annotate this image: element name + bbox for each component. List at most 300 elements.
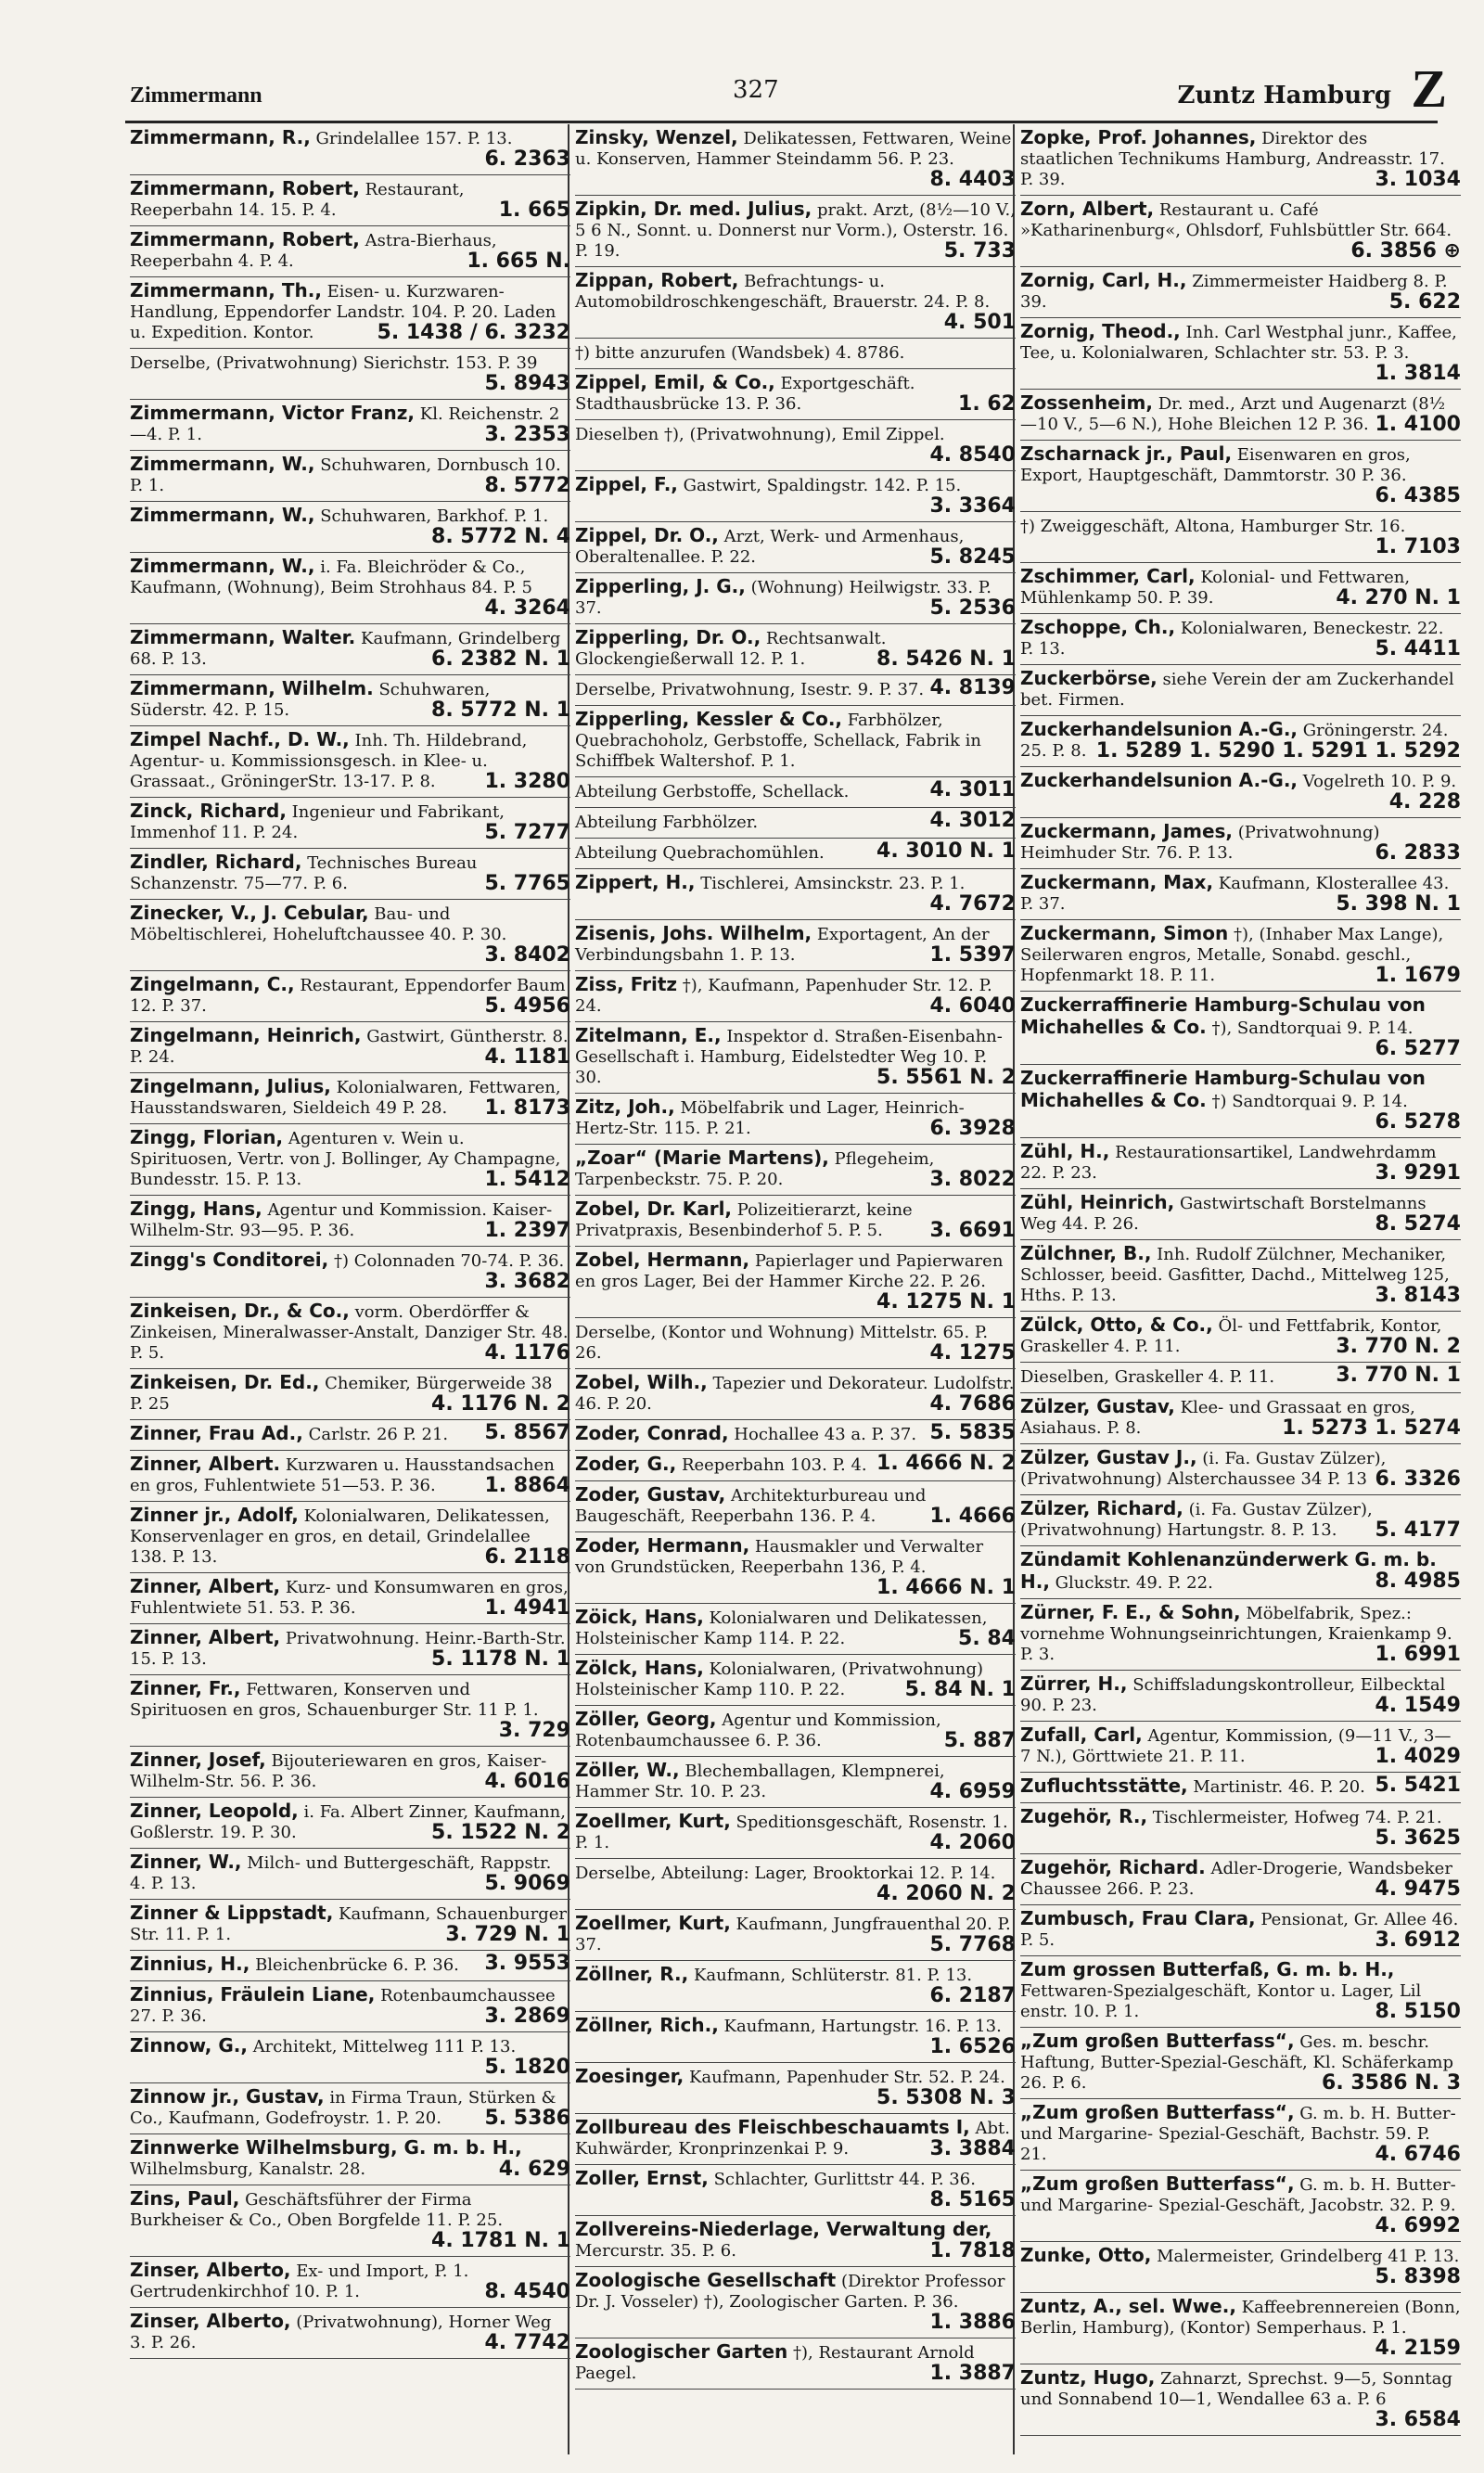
phone-number: 1. 62 [958, 392, 1016, 416]
entry-name: Zumbusch, Frau Clara, [1020, 1907, 1256, 1929]
entry-details: Chemiker, Bürgerweide 38 P. 25 [130, 1374, 553, 1414]
directory-entry [130, 1124, 570, 1196]
phone-number: 8. 5772 [484, 474, 570, 497]
entry-details: Öl- und Fettfabrik, Kontor, Graskeller 4. P. 11. [1020, 1316, 1442, 1356]
entry-name: Zuckerhandelsunion A.-G., [1020, 769, 1298, 791]
directory-entry [1020, 920, 1461, 992]
entry-name: „Zum großen Butterfass“, [1020, 2030, 1295, 2052]
entry-details: Carlstr. 26 P. 21. [308, 1425, 449, 1444]
directory-entry [130, 624, 570, 675]
entry-name: Zinner, Albert. [130, 1453, 281, 1475]
entry-details: Inh. Carl Westphal junr., Kaffee, Tee, u. Kolonialwaren, Schlachter str. 53. P. 3. [1020, 323, 1457, 363]
entry-details: (Privatwohnung), Horner Weg 3. P. 26. [130, 2313, 552, 2352]
directory-entry [575, 2114, 1016, 2165]
phone-number: 5. 5308 N. 3 [876, 2086, 1016, 2109]
phone-number: 8. 5426 N. 1 [876, 647, 1016, 671]
entry-details: Kaufmann, Grindelberg 68. P. 13. [130, 629, 561, 669]
phone-number: 4. 7742 [484, 2331, 570, 2354]
entry-name: Zitelmann, E., [575, 1024, 722, 1046]
entry-details: Schuhwaren, Süderstr. 42. P. 15. [130, 680, 491, 720]
phone-number: 6. 2833 [1375, 841, 1461, 865]
entry-details: (i. Fa. Gustav Zülzer), (Privatwohnung) Hartungstr. 8. P. 13. [1020, 1500, 1373, 1540]
phone-number: 6. 2118 [484, 1545, 570, 1569]
directory-entry [575, 369, 1016, 420]
entry-details: prakt. Arzt, (8½—10 V., 5 6 N., Sonnt. u. Donnerst nur Vorm.), Osterstr. 16. P. 19. [575, 200, 1017, 261]
entry-details: Kurz- und Konsumwaren en gros, Fuhlentwiete 51. 53. P. 36. [130, 1578, 569, 1618]
phone-number: 5. 2536 [929, 596, 1016, 620]
phone-number: 3. 3364 [929, 494, 1016, 518]
entry-name: Zippel, F., [575, 473, 678, 495]
entry-name: Zinsky, Wenzel, [575, 126, 738, 148]
directory-entry [130, 1798, 570, 1849]
directory-entry [575, 339, 1016, 369]
directory-entry [1020, 1495, 1461, 1546]
phone-number: 1. 5397 [929, 943, 1016, 967]
entry-details: Schiffsladungskontrolleur, Eilbecktal 90. P. 23. [1020, 1675, 1446, 1715]
entry-name: Zimmermann, W., [130, 555, 315, 577]
entry-name: Zoologischer Garten [575, 2340, 788, 2363]
phone-number: 4. 1275 [929, 1341, 1016, 1365]
directory-entry [575, 706, 1016, 777]
directory-entry [1020, 2099, 1461, 2171]
entry-details: Hochallee 43 a. P. 37. [734, 1425, 917, 1444]
entry-details: Derselbe, Privatwohnung, Isestr. 9. P. 37. [575, 680, 925, 699]
phone-number: 8. 5150 [1375, 2000, 1461, 2023]
entry-name: Zorn, Albert, [1020, 198, 1155, 220]
entry-details: Inh. Th. Hildebrand, Agentur- u. Kommissionsgesch. in Klee- u. Grassaat., GröningerStr. 13-17. P. 8. [130, 731, 528, 791]
phone-number: 1. 4666 [929, 1505, 1016, 1528]
entry-name: Zunke, Otto, [1020, 2244, 1152, 2266]
directory-entry [1020, 1312, 1461, 1363]
phone-number: 5. 3625 [1375, 1826, 1461, 1850]
entry-name: Zinner, Fr., [130, 1677, 241, 1699]
entry-name: Zinner, Frau Ad., [130, 1422, 303, 1444]
directory-entry [130, 1502, 570, 1573]
entry-name: Zoologische Gesellschaft [575, 2269, 837, 2291]
entry-details: Grindelallee 157. P. 13. [315, 129, 513, 148]
phone-number: 6. 2363 [484, 147, 570, 171]
entry-details: Wilhelmsburg, Kanalstr. 28. [130, 2159, 366, 2179]
entry-name: Zugehör, R., [1020, 1805, 1148, 1827]
directory-entry [575, 2012, 1016, 2063]
phone-number: 1. 665 N. [467, 250, 570, 273]
phone-number: 5. 8567 [484, 1421, 570, 1444]
entry-details: Kolonialwaren, Delikatessen, Konservenlager en gros, en detail, Grindelallee 138. P. 13. [130, 1506, 550, 1567]
phone-number: 4. 629 [498, 2158, 570, 2181]
entry-details: Abteilung Quebrachomühlen. [575, 843, 825, 863]
directory-entry [130, 849, 570, 900]
entry-details: Ex- und Import, P. 1. Gertrudenkirchhof 10. P. 1. [130, 2262, 469, 2301]
directory-entry [130, 1420, 570, 1451]
entry-name: Zingelmann, Julius, [130, 1075, 331, 1097]
section-letter: Z [1411, 58, 1447, 119]
entry-details: Gastwirt, Spaldingstr. 142. P. 15. [683, 476, 962, 495]
directory-entry [575, 124, 1016, 196]
entry-name: Zschoppe, Ch., [1020, 616, 1176, 638]
directory-entry [1020, 512, 1461, 563]
directory-entry [130, 2257, 570, 2308]
entry-details: Blechemballagen, Klempnerei, Hammer Str. 10. P. 23. [575, 1762, 945, 1801]
entry-details: Martinistr. 46. P. 20. [1193, 1777, 1365, 1797]
directory-entry [130, 1900, 570, 1951]
entry-name: Zuckerhandelsunion A.-G., [1020, 718, 1298, 740]
entry-name: Zuckerraffinerie Hamburg-Schulau von Michahelles & Co. [1020, 1067, 1426, 1111]
entry-details: Bau- und Möbeltischlerei, Hoheluftchaussee 40. P. 30. [130, 904, 507, 944]
entry-name: Zornig, Carl, H., [1020, 269, 1187, 291]
entry-name: Zinnius, Fräulein Liane, [130, 1983, 376, 2005]
entry-name: Zobel, Hermann, [575, 1249, 750, 1271]
phone-number: 1. 5412 [484, 1168, 570, 1191]
phone-number: 5. 5835 [929, 1421, 1016, 1444]
phone-number: 5. 622 [1388, 290, 1461, 314]
entry-details: Derselbe, Abteilung: Lager, Brooktorkai 12. P. 14. [575, 1864, 996, 1883]
phone-number: 4. 6992 [1375, 2214, 1461, 2237]
directory-entry [575, 971, 1016, 1022]
phone-number: 3. 2353 [484, 423, 570, 446]
entry-details: Fettwaren-Spezialgeschäft, Kontor u. Lager, Lil enstr. 10. P. 1. [1020, 1981, 1422, 2021]
column-1 [130, 124, 570, 2359]
header-left-keyword: Zimmermann [130, 83, 262, 108]
phone-number: 5. 5386 [484, 2107, 570, 2130]
directory-entry [575, 1451, 1016, 1481]
directory-entry [575, 1481, 1016, 1532]
entry-name: Zöllner, R., [575, 1963, 689, 1985]
entry-details: †), Sandtorquai 9. P. 14. [1211, 1019, 1414, 1038]
phone-number: 1. 3280 [484, 770, 570, 793]
phone-number: 3. 3682 [484, 1270, 570, 1293]
entry-details: Dieselben †), (Privatwohnung), Emil Zippel. [575, 425, 945, 444]
entry-name: Zipkin, Dr. med. Julius, [575, 198, 812, 220]
directory-entry [1020, 563, 1461, 614]
phone-number: 6. 2187 [929, 1984, 1016, 2007]
phone-number: 1. 3814 [1375, 362, 1461, 385]
directory-entry [130, 400, 570, 451]
directory-entry [575, 1655, 1016, 1706]
entry-details: Möbelfabrik und Lager, Heinrich-Hertz-Str. 115. P. 21. [575, 1098, 965, 1138]
entry-name: Zimmermann, Walter. [130, 626, 356, 648]
entry-details: Inspektor d. Straßen-Eisenbahn-Gesellschaft i. Hamburg, Eidelstedter Weg 10. P. 30. [575, 1027, 1003, 1087]
directory-entry [575, 624, 1016, 675]
entry-details: Delikatessen, Fettwaren, Weine u. Konserven, Hammer Steindamm 56. P. 23. [575, 129, 1012, 169]
directory-entry [1020, 1905, 1461, 1956]
entry-name: Zinner, Josef, [130, 1749, 266, 1771]
entry-details: Milch- und Buttergeschäft, Rappstr. 4. P. 13. [130, 1853, 552, 1893]
phone-number: 6. 3928 [929, 1117, 1016, 1140]
phone-number: 5. 8943 [484, 372, 570, 395]
entry-details: †), Kaufmann, Papenhuder Str. 12. P. 24. [575, 976, 992, 1016]
directory-entry [130, 900, 570, 971]
entry-name: Zimmermann, W., [130, 504, 315, 526]
phone-number: 5. 1522 N. 2 [431, 1821, 570, 1844]
entry-name: Zoder, Gustav, [575, 1483, 726, 1506]
entry-name: Zopke, Prof. Johannes, [1020, 126, 1257, 148]
entry-details: Polizeitierarzt, keine Privatpraxis, Besenbinderhof 5. P. 5. [575, 1200, 913, 1240]
entry-details: Agentur und Kommission. Kaiser-Wilhelm-Str. 93—95. P. 36. [130, 1200, 553, 1240]
entry-name: Zinnwerke Wilhelmsburg, G. m. b. H., [130, 2136, 522, 2159]
phone-number: 8. 4403 [929, 168, 1016, 191]
directory-entry [575, 573, 1016, 624]
entry-details: Rotenbaumchaussee 27. P. 36. [130, 1986, 556, 2026]
entry-details: Kaufmann, Schlüterstr. 81. P. 13. [693, 1966, 973, 1985]
entry-name: Zimpel Nachf., D. W., [130, 728, 350, 750]
entry-details: (i. Fa. Gustav Zülzer), (Privatwohnung) Alsterchaussee 34 P. 13 [1020, 1449, 1387, 1489]
entry-name: Zinner, Albert, [130, 1575, 281, 1597]
entry-name: Zuntz, A., sel. Wwe., [1020, 2295, 1236, 2317]
entry-name: Zippert, H., [575, 871, 696, 893]
entry-details: Zahnarzt, Sprechst. 9—5, Sonntag und Sonnabend 10—1, Wendallee 63 a. P. 6 [1020, 2369, 1452, 2409]
directory-entry [1020, 2293, 1461, 2364]
phone-number: 5. 7768 [929, 1933, 1016, 1956]
directory-entry [1020, 1363, 1461, 1393]
phone-number: 1. 3886 [929, 2311, 1016, 2334]
phone-number: 4. 501 [943, 311, 1016, 334]
entry-details: siehe Verein der am Zuckerhandel bet. Firmen. [1020, 670, 1454, 710]
phone-number: 1. 4100 [1375, 413, 1461, 436]
entry-details: Eisenwaren en gros, Export, Hauptgeschäft, Dammtorstr. 30 P. 36. [1020, 445, 1411, 485]
entry-name: Zippan, Robert, [575, 269, 739, 291]
entry-name: Zobel, Wilh., [575, 1371, 708, 1393]
directory-entry [1020, 992, 1461, 1065]
header-right-keyword: Zuntz Hamburg [1177, 82, 1391, 109]
directory-entry [130, 1981, 570, 2032]
entry-name: Zürrer, H., [1020, 1672, 1128, 1695]
entry-details: Fettwaren, Konserven und Spirituosen en gros, Schauenburger Str. 11 P. 1. [130, 1680, 539, 1720]
directory-entry [1020, 1956, 1461, 2028]
entry-name: Zingelmann, C., [130, 973, 295, 995]
directory-entry [1020, 2242, 1461, 2293]
directory-entry [1020, 267, 1461, 318]
phone-number: 1. 8864 [484, 1474, 570, 1497]
directory-entry [575, 1532, 1016, 1604]
column-3 [1020, 124, 1461, 2436]
entry-details: Möbelfabrik, Spez.: vornehme Wohnungseinrichtungen, Kraienkamp 9. P. 3. [1020, 1604, 1452, 1664]
directory-entry [575, 920, 1016, 971]
phone-number: 3. 6691 [929, 1219, 1016, 1242]
entry-details: i. Fa. Albert Zinner, Kaufmann, Goßlerstr. 19. P. 30. [130, 1802, 566, 1842]
entry-details: Gröningerstr. 24. 25. P. 8. [1020, 721, 1449, 761]
directory-entry [130, 971, 570, 1022]
entry-details: Kolonialwaren, Beneckestr. 22. P. 13. [1020, 619, 1444, 659]
entry-details: †) Colonnaden 70-74. P. 36. [333, 1251, 565, 1271]
phone-number: 4. 1181 [484, 1045, 570, 1069]
entry-details: Arzt, Werk- und Armenhaus, Oberaltenallee. P. 22. [575, 527, 965, 567]
entry-name: Zülzer, Gustav J., [1020, 1446, 1197, 1468]
entry-details: Bijouteriewaren en gros, Kaiser-Wilhelm-Str. 56. P. 36. [130, 1751, 547, 1791]
entry-details: Kolonialwaren und Delikatessen, Holsteinischer Kamp 114. P. 22. [575, 1608, 988, 1648]
entry-name: Zinck, Richard, [130, 800, 287, 822]
entry-name: Zülck, Otto, & Co., [1020, 1313, 1213, 1336]
directory-entry [575, 1604, 1016, 1655]
entry-name: Zöick, Hans, [575, 1606, 704, 1628]
entry-name: Zimmermann, Th., [130, 279, 322, 301]
entry-name: Zürner, F. E., & Sohn, [1020, 1601, 1241, 1623]
entry-details: Rechtsanwalt. Glockengießerwall 12. P. 1. [575, 629, 887, 669]
entry-name: Zoller, Ernst, [575, 2167, 709, 2189]
directory-entry [1020, 2028, 1461, 2099]
entry-details: Derselbe, (Privatwohnung) Sierichstr. 153. P. 39 [130, 353, 538, 373]
phone-number: 3. 6584 [1375, 2408, 1461, 2431]
entry-details: Speditionsgeschäft, Rosenstr. 1. P. 1. [575, 1813, 1008, 1852]
phone-number: 1. 4666 N. 2 [876, 1452, 1016, 1475]
phone-number: 6. 5277 [1375, 1037, 1461, 1060]
phone-number: 4. 2060 [929, 1831, 1016, 1854]
entry-name: Ziss, Fritz [575, 973, 678, 995]
entry-name: Zugehör, Richard. [1020, 1856, 1206, 1878]
entry-details: Dr. med., Arzt und Augenarzt (8½—10 V., 5—6 N.), Hohe Bleichen 12 P. 36. [1020, 394, 1446, 434]
entry-details: (Wohnung) Heilwigstr. 33. P. 37. [575, 578, 991, 618]
entry-name: Zölck, Hans, [575, 1657, 704, 1679]
entry-name: Zinser, Alberto, [130, 2259, 291, 2281]
entry-name: Zitz, Joh., [575, 1096, 675, 1118]
phone-number: 3. 8022 [929, 1168, 1016, 1191]
entry-name: Zufluchtsstätte, [1020, 1775, 1188, 1797]
phone-number: 4. 8540 [929, 443, 1016, 467]
phone-number: 4. 1549 [1375, 1694, 1461, 1717]
directory-entry [1020, 1138, 1461, 1189]
directory-page [37, 0, 1465, 2473]
phone-number: 4. 9475 [1375, 1877, 1461, 1901]
entry-name: Zollbureau des Fleischbeschauamts I, [575, 2116, 970, 2138]
entry-details: Bleichenbrücke 6. P. 36. [255, 1955, 459, 1975]
entry-name: Zinnius, H., [130, 1953, 250, 1975]
entry-details: (Privatwohnung) Heimhuder Str. 76. P. 13. [1020, 823, 1380, 863]
phone-number: 4. 2159 [1375, 2337, 1461, 2360]
phone-number: 4. 7686 [929, 1392, 1016, 1416]
entry-name: Zinner, Leopold, [130, 1800, 299, 1822]
entry-details: Exportgeschäft. Stadthausbrücke 13. P. 36. [575, 374, 915, 414]
phone-number: 4. 7672 [929, 892, 1016, 916]
entry-details: Abteilung Farbhölzer. [575, 813, 759, 832]
entry-details: Gastwirtschaft Borstelmanns Weg 44. P. 26. [1020, 1194, 1426, 1234]
entry-name: Zippel, Dr. O., [575, 524, 719, 546]
directory-entry [1020, 2364, 1461, 2436]
directory-entry [1020, 869, 1461, 920]
phone-number: 4. 3010 N. 1 [876, 839, 1016, 863]
phone-number: 3. 770 N. 2 [1336, 1335, 1461, 1358]
directory-entry [575, 839, 1016, 869]
directory-entry [130, 675, 570, 726]
entry-name: Zülchner, B., [1020, 1242, 1152, 1264]
directory-entry [1020, 716, 1461, 767]
entry-details: Zimmermeister Haidberg 8. P. 39. [1020, 272, 1448, 312]
directory-entry [575, 1420, 1016, 1451]
entry-details: Papierlager und Papierwaren en gros Lager, Bei der Hammer Kirche 22. P. 26. [575, 1251, 1004, 1291]
page-header [93, 58, 1456, 119]
entry-name: Zingelmann, Heinrich, [130, 1024, 362, 1046]
directory-entry [1020, 665, 1461, 716]
phone-number: 1. 5273 1. 5274 [1282, 1416, 1461, 1440]
directory-entry [1020, 441, 1461, 512]
entry-details: Mercurstr. 35. P. 6. [575, 2241, 736, 2261]
phone-number: 4. 8139 [929, 676, 1016, 699]
entry-name: Zöllner, Rich., [575, 2014, 719, 2036]
entry-details: Abt. Kuhwärder, Kronprinzenkai P. 9. [575, 2119, 1010, 2159]
entry-name: Zimmermann, Robert, [130, 228, 360, 250]
entry-details: i. Fa. Bleichröder & Co., Kaufmann, (Wohnung), Beim Strohhaus 84. P. 5 [130, 557, 532, 597]
phone-number: 5. 5421 [1375, 1774, 1461, 1797]
phone-number: 5. 1820 [484, 2056, 570, 2079]
phone-number: 5. 7765 [484, 872, 570, 895]
directory-entry [1020, 818, 1461, 869]
entry-details: (Direktor Professor Dr. J. Vosseler) †), Zoologischer Garten. P. 36. [575, 2272, 1005, 2312]
entry-name: Zins, Paul, [130, 2187, 240, 2210]
entry-details: Agentur und Kommission, Rotenbaumchaussee 6. P. 36. [575, 1711, 941, 1750]
directory-entry [130, 1369, 570, 1420]
phone-number: 6. 5278 [1375, 1110, 1461, 1134]
entry-details: Derselbe, (Kontor und Wohnung) Mittelstr. 65. P. 26. [575, 1323, 989, 1363]
directory-entry [130, 349, 570, 400]
entry-details: Restaurant, Eppendorfer Baum 12. P. 37. [130, 976, 566, 1016]
directory-entry [575, 1196, 1016, 1247]
directory-entry [575, 869, 1016, 920]
entry-details: Befrachtungs- u. Automobildroschkengeschäft, Brauerstr. 24. P. 8. [575, 272, 991, 312]
entry-name: Zoder, G., [575, 1453, 677, 1475]
directory-entry [1020, 1599, 1461, 1671]
directory-entry [1020, 1773, 1461, 1803]
phone-number: 1. 6991 [1375, 1643, 1461, 1666]
phone-number: 5. 4177 [1375, 1518, 1461, 1542]
directory-entry [575, 1318, 1016, 1369]
entry-name: Zoder, Hermann, [575, 1534, 750, 1557]
directory-entry [1020, 196, 1461, 267]
entry-details: Vogelreth 10. P. 9. [1302, 772, 1457, 791]
entry-name: Zoder, Conrad, [575, 1422, 729, 1444]
phone-number: 3. 770 N. 1 [1336, 1364, 1461, 1387]
directory-entry [575, 777, 1016, 808]
entry-details: Tapezier und Dekorateur. Ludolfstr. 46. P. 20. [575, 1374, 1015, 1414]
directory-entry [575, 2063, 1016, 2114]
entry-details: Kl. Reichenstr. 2—4. P. 1. [130, 404, 560, 444]
entry-details: Gluckstr. 49. P. 22. [1055, 1573, 1213, 1593]
entry-details: Architekturbureau und Baugeschäft, Reeperbahn 136. P. 4. [575, 1486, 927, 1526]
entry-details: Technisches Bureau Schanzenstr. 75—77. P. 6. [130, 853, 478, 893]
directory-entry [130, 1849, 570, 1900]
entry-name: Zingg, Hans, [130, 1198, 262, 1220]
entry-details: Direktor des staatlichen Technikums Hamburg, Andreasstr. 17. P. 39. [1020, 129, 1445, 189]
phone-number: 8. 4985 [1375, 1570, 1461, 1593]
entry-details: Malermeister, Grindelberg 41 P. 13. [1157, 2247, 1460, 2266]
directory-entry [130, 1573, 570, 1624]
phone-number: 5. 733 [943, 239, 1016, 263]
entry-details: Kaufmann, Jungfrauenthal 20. P. 37. [575, 1915, 1011, 1954]
entry-name: Zschimmer, Carl, [1020, 565, 1196, 587]
phone-number: 3. 9291 [1375, 1161, 1461, 1185]
phone-number: 4. 270 N. 1 [1336, 586, 1461, 609]
entry-name: Zuckermann, James, [1020, 820, 1234, 842]
entry-name: Zum grossen Butterfaß, G. m. b. H., [1020, 1958, 1395, 1980]
directory-entry [130, 226, 570, 277]
directory-entry [575, 1022, 1016, 1094]
directory-entry [130, 175, 570, 226]
entry-name: Zinkeisen, Dr. Ed., [130, 1371, 320, 1393]
entry-details: G. m. b. H. Butter- und Margarine- Spezial-Geschäft, Bachstr. 59. P. 21. [1020, 2104, 1456, 2164]
entry-name: Zossenheim, [1020, 391, 1153, 414]
entry-name: Zingg's Conditorei, [130, 1249, 329, 1271]
entry-details: Gastwirt, Güntherstr. 8. P. 24. [130, 1027, 569, 1067]
entry-name: „Zoar“ (Marie Martens), [575, 1147, 829, 1169]
directory-entry [575, 522, 1016, 573]
entry-details: Astra-Bierhaus, Reeperbahn 4. P. 4. [130, 231, 497, 271]
entry-details: Reeperbahn 103. P. 4. [681, 1455, 867, 1475]
phone-number: 6. 3586 N. 3 [1322, 2071, 1461, 2095]
phone-number: 1. 6526 [929, 2035, 1016, 2058]
phone-number: 1. 7103 [1375, 535, 1461, 558]
directory-entry [130, 1022, 570, 1073]
directory-entry [130, 277, 570, 349]
entry-details: Kaufmann, Klosterallee 43. P. 37. [1020, 874, 1450, 914]
directory-entry [575, 1961, 1016, 2012]
phone-number: 5. 398 N. 1 [1336, 892, 1461, 916]
